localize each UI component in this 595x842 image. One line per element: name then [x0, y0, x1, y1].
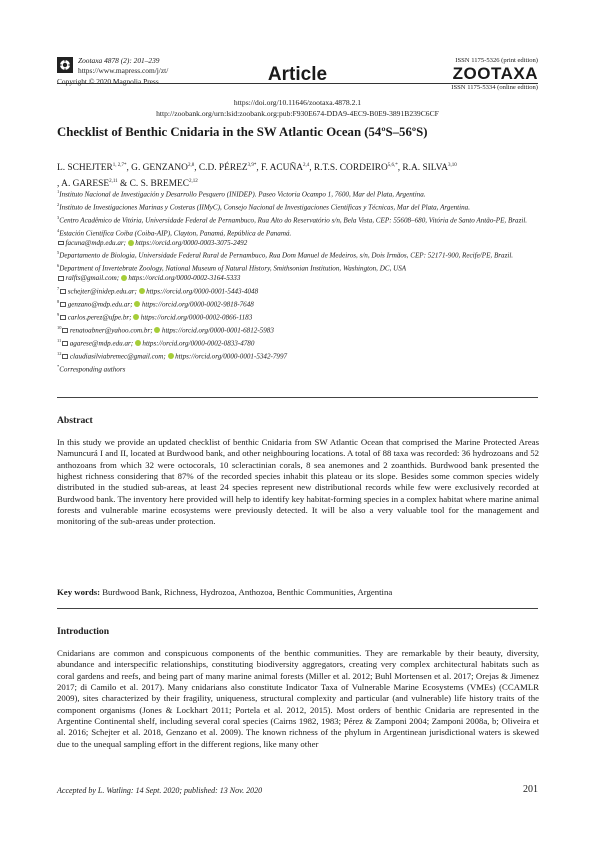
orcid-icon	[135, 340, 141, 346]
author-sup: 2,4	[302, 163, 310, 168]
orcid-link[interactable]: https://orcid.org/0000-0002-0833-4780	[142, 339, 255, 348]
affiliation: $^5$Departamento de Biologia, Universidade Federal Rural de Pernambuco, Rua Dom Manuel de Medeiros, s/n, Dois Irmãos, CEP: 52171-900, Recife/PE, Brazil.	[57, 250, 514, 260]
zoobank-lsid-link[interactable]: http://zoobank.org/urn:lsid:zoobank.org:pub:F930E674-DDA9-4EC9-B0E9-3891B239C6CF	[156, 108, 439, 118]
paper-title: Checklist of Benthic Cnidaria in the SW Atlantic Ocean (54ºS–56ºS)	[57, 125, 428, 139]
email-link[interactable]: genzano@mdp.edu.ar;	[67, 300, 133, 309]
contact-line: $^8$ genzano@mdp.edu.ar; https://orcid.org/0000-0002-9818-7648	[57, 298, 254, 309]
author-name: , R.T.S. CORDEIRO	[309, 163, 388, 174]
affiliations	[57, 187, 542, 375]
contact-line: $^9$ carlos.perez@ufpe.br; https://orcid.org/0000-0002-0866-1183	[57, 311, 253, 322]
orcid-link[interactable]: https://orcid.org/0000-0001-5443-4048	[146, 287, 259, 296]
orcid-link[interactable]: https://orcid.org/0000-0002-3164-5333	[128, 274, 241, 283]
keywords-label: Key words:	[57, 587, 101, 597]
email-icon	[58, 241, 64, 246]
author-name: L. SCHEJTER	[57, 163, 113, 174]
author-name: , F. ACUÑA	[256, 163, 303, 174]
author-sup: 2,11	[109, 179, 118, 185]
email-link[interactable]: schejter@inidep.edu.ar;	[67, 287, 137, 296]
email-icon	[62, 354, 68, 359]
introduction-text: Cnidarians are common and conspicuous components of the benthic communities. They are remarkable by their beauty, diversity, abundance and interspecific relationships, constituting biodiversity aggregators, creating very complex architectural habitats such as coral gardens and reefs, and being part of many marine animal forests (Miller et al. 2012; Buhl Mortensen et al. 2017; Orejas & Jimenez 2017; di Camilo et al. 2017). Many cnidarians also constitute Indicator Taxa of Vulnerable Marine Ecosystems (VMEs) (CCAMLR 2009), sites characterized by their fragility, uniqueness, structural complexity and particular (and vulnerable) life history traits of the component organisms (Jones & Lockhart 2011; Portela et al. 2012, 2015). Most orders of benthic Cnidaria are represented in the Argentine Continental shelf, including several coral species (Cairns 1982, 1983; Pérez & Zamponi 2004; Zamponi 2008a, b; Oliveira et al. 2016; Schejter et al. 2018, Genzano et al. 2009). The known richness of the phylum in Argentinean jurisdictional waters is skewed due to the unequal sampling effort in the different regions, like many other	[57, 648, 539, 749]
author-sup: 1, 2,7*	[112, 163, 127, 168]
orcid-link[interactable]: https://orcid.org/0000-0002-0866-1183	[140, 313, 253, 322]
author-name: & C. S. BREMEC	[117, 179, 190, 190]
email-link[interactable]: renatoabner@yahoo.com.br;	[69, 326, 153, 335]
affiliation: $^1$Instituto Nacional de Investigación y Desarrollo Pesquero (INIDEP). Paseo Victoria Ocampo 1, 7600, Mar del Plata, Argentina.	[57, 189, 426, 199]
journal-citation: Zootaxa 4878 (2): 201–239	[78, 56, 160, 65]
article-type-label: Article	[267, 64, 328, 85]
contact-line	[57, 239, 542, 249]
abstract-text: In this study we provide an updated checklist of benthic Cnidaria from SW Atlantic Ocean that comprised the Marine Protected Areas Namuncurá I and II, located at Burdwood bank, and other neighbouring locations. A total of 88 taxa was recorded: 36 hydrozoans and 52 anthozoans from which 32 were octocorals, 10 scleractinian corals, 8 sea anemones and 2 zoanthids. Burdwood bank presented the highest richness considering that 87% of the recorded species inhabit this plateau or its slope. Besides some common species widely distributed in the studied sub-areas, at least 24 species represent new distributional records while few were exclusively recorded at Burdwood bank. The inventory here provided will help to identify key habitat-forming species in a complex habitat where marine animal forests and vulnerable marine ecosystems were previously detected. It will be also a very valuable tool for the management and monitoring of the sub-areas under protection.	[57, 437, 539, 527]
affiliation: $^3$Centro Acadêmico de Vitória, Universidade Federal de Pernambuco, Rua Alto do Reservatório s/n, Bela Vista, CEP: 55608–680, Vitória de Santo Antão-PE, Brazil.	[57, 214, 528, 225]
email-icon	[60, 302, 66, 307]
abstract-heading: Abstract	[57, 415, 93, 426]
issn-print: ISSN 1175-5326 (print edition)	[455, 57, 538, 64]
email-link[interactable]: claudiasilviabremec@gmail.com;	[69, 352, 166, 361]
orcid-link[interactable]: https://orcid.org/0000-0001-6812-5983	[161, 326, 274, 335]
doi-link[interactable]: https://doi.org/10.11646/zootaxa.4878.2.1	[233, 98, 362, 107]
email-link[interactable]: ralfts@gmail.com;	[65, 274, 120, 283]
copyright-notice: Copyright © 2020 Magnolia Press	[57, 77, 159, 86]
email-link[interactable]: facuna@mdp.edu.ar;	[65, 238, 127, 247]
issn-block	[451, 56, 538, 92]
orcid-icon	[134, 301, 140, 307]
email-icon	[60, 315, 66, 320]
affiliation: $^2$Instituto de Investigaciones Marinas y Costeras (IIMyC), Consejo Nacional de Investigaciones Científicas y Técnicas, Mar del Plata, Argentina.	[57, 201, 470, 212]
page-number: 201	[523, 784, 538, 795]
corresponding-note: *Corresponding authors	[57, 363, 126, 373]
orcid-icon	[121, 275, 127, 281]
orcid-link[interactable]: https://orcid.org/0000-0001-5342-7997	[175, 352, 288, 361]
keywords-text: Burdwood Bank, Richness, Hydrozoa, Anthozoa, Benthic Communities, Argentina	[102, 587, 393, 597]
journal-name: ZOOTAXA	[452, 64, 538, 83]
email-link[interactable]: carlos.perez@ufpe.br;	[67, 313, 132, 322]
contact-line: $^{12}$ claudiasilviabremec@gmail.com; https://orcid.org/0000-0001-5342-7997	[57, 350, 288, 361]
email-icon	[62, 341, 68, 346]
author-sup: 3,10	[448, 163, 457, 168]
issn-online: ISSN 1175-5334 (online edition)	[451, 84, 538, 91]
identifier-block	[0, 98, 595, 119]
section-rule	[57, 397, 538, 398]
orcid-icon	[128, 240, 134, 246]
keywords	[57, 587, 539, 597]
contact-line	[57, 274, 542, 284]
orcid-link[interactable]: https://orcid.org/0000-0003-3075-2492	[135, 238, 248, 247]
journal-website-link[interactable]: https://www.mapress.com/j/zt/	[78, 66, 169, 75]
introduction-heading: Introduction	[57, 626, 110, 637]
email-icon	[60, 289, 66, 294]
author-sup: 3,9*	[247, 163, 257, 168]
contact-line: $^{10}$ renatoabner@yahoo.com.br; https://orcid.org/0000-0001-6812-5983	[57, 324, 274, 335]
author-name: , R.A. SILVA	[397, 163, 448, 174]
author-name: , G. GENZANO	[126, 163, 188, 174]
affiliation: $^4$Estación Científica Coiba (Coiba-AIP), Clayton, Panamá, República de Panamá.	[57, 227, 292, 238]
author-sup: 5,6,*	[387, 163, 398, 168]
contact-line: $^{11}$ agarese@mdp.edu.ar; https://orcid.org/0000-0002-0833-4780	[57, 337, 255, 348]
header-rule	[57, 83, 538, 84]
affiliation: $^6$Department of Invertebrate Zoology, National Museum of Natural History, Smithsonian Institution, Washington, DC, USA	[57, 263, 407, 273]
orcid-icon	[133, 314, 139, 320]
contact-line: $^7$ schejter@inidep.edu.ar; https://orcid.org/0000-0001-5443-4048	[57, 285, 259, 296]
author-name: , C.D. PÉREZ	[194, 163, 248, 174]
email-link[interactable]: agarese@mdp.edu.ar;	[69, 339, 134, 348]
author-sup: 2,8	[187, 163, 195, 168]
orcid-icon	[154, 327, 160, 333]
orcid-icon	[168, 353, 174, 359]
orcid-link[interactable]: https://orcid.org/0000-0002-9818-7648	[141, 300, 254, 309]
email-icon	[62, 328, 68, 333]
author-name: , A. GARESE	[57, 179, 110, 190]
acceptance-note: Accepted by L. Watling: 14 Sept. 2020; published: 13 Nov. 2020	[57, 786, 263, 795]
orcid-icon	[139, 288, 145, 294]
section-rule	[57, 608, 538, 609]
email-icon	[58, 276, 64, 281]
author-sup: 2,12	[189, 179, 198, 185]
